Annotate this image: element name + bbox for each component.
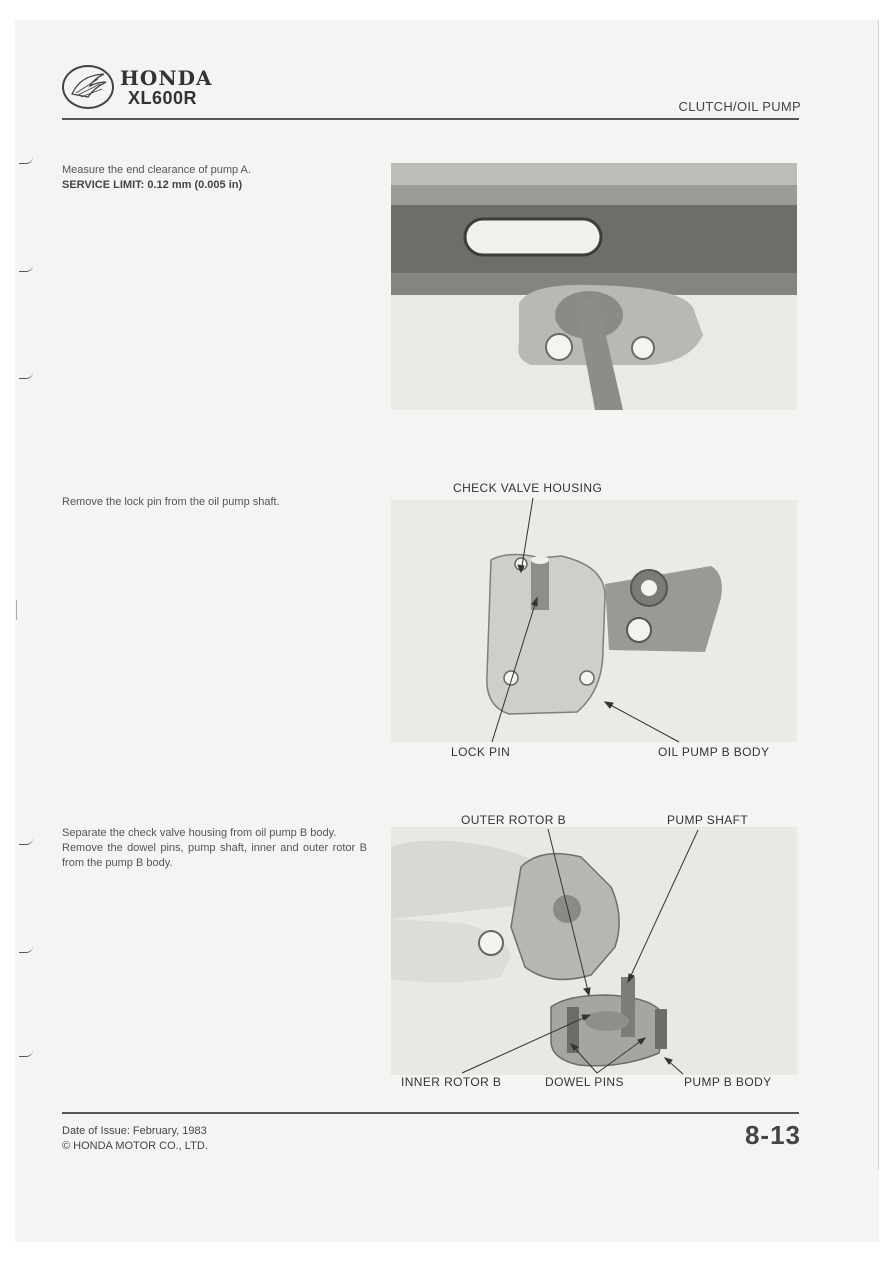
step-text: Remove the dowel pins, pump shaft, inner and outer rotor B from the pump B body. xyxy=(62,842,367,869)
service-limit: SERVICE LIMIT: 0.12 mm (0.005 in) xyxy=(62,179,243,191)
binding-mark xyxy=(19,157,33,164)
page-edge xyxy=(878,20,879,1170)
label-check-valve-housing: CHECK VALVE HOUSING xyxy=(453,481,603,495)
binding-mark xyxy=(19,265,33,272)
header-rule xyxy=(62,118,799,120)
label-oil-pump-b-body: OIL PUMP B BODY xyxy=(658,745,770,759)
step-separate-housing xyxy=(62,826,367,871)
label-pump-shaft: PUMP SHAFT xyxy=(667,813,749,827)
label-lock-pin: LOCK PIN xyxy=(451,745,511,759)
step-text: Separate the check valve housing from oil pump B body. xyxy=(62,827,337,839)
copyright: © HONDA MOTOR CO., LTD. xyxy=(62,1140,208,1152)
step-measure-clearance xyxy=(62,163,367,193)
binding-mark xyxy=(19,946,33,953)
label-outer-rotor-b: OUTER ROTOR B xyxy=(461,813,566,827)
footer-info xyxy=(62,1124,208,1154)
photo-oil-pump-b-body xyxy=(391,500,797,742)
issue-date: Date of Issue: February, 1983 xyxy=(62,1125,207,1137)
step-text: Measure the end clearance of pump A. xyxy=(62,164,251,176)
binding-mark xyxy=(19,1050,33,1057)
honda-wing-logo-icon xyxy=(62,65,114,109)
page-number: 8-13 xyxy=(744,1120,801,1150)
label-pump-b-body: PUMP B BODY xyxy=(684,1075,772,1089)
step-text: Remove the lock pin from the oil pump shaft. xyxy=(62,496,280,508)
model-name: XL600R xyxy=(128,88,198,108)
label-dowel-pins: DOWEL PINS xyxy=(545,1075,624,1089)
binding-mark xyxy=(19,372,33,379)
section-title: CLUTCH/OIL PUMP xyxy=(678,99,801,114)
photo-pump-b-disassembly xyxy=(391,827,797,1075)
photo-end-clearance xyxy=(391,163,797,410)
manual-page xyxy=(15,20,879,1242)
binding-mark xyxy=(16,600,22,620)
footer-rule xyxy=(62,1112,799,1114)
binding-mark xyxy=(19,838,33,845)
label-inner-rotor-b: INNER ROTOR B xyxy=(401,1075,502,1089)
brand-name: HONDA xyxy=(120,66,213,90)
step-remove-lock-pin xyxy=(62,495,367,510)
